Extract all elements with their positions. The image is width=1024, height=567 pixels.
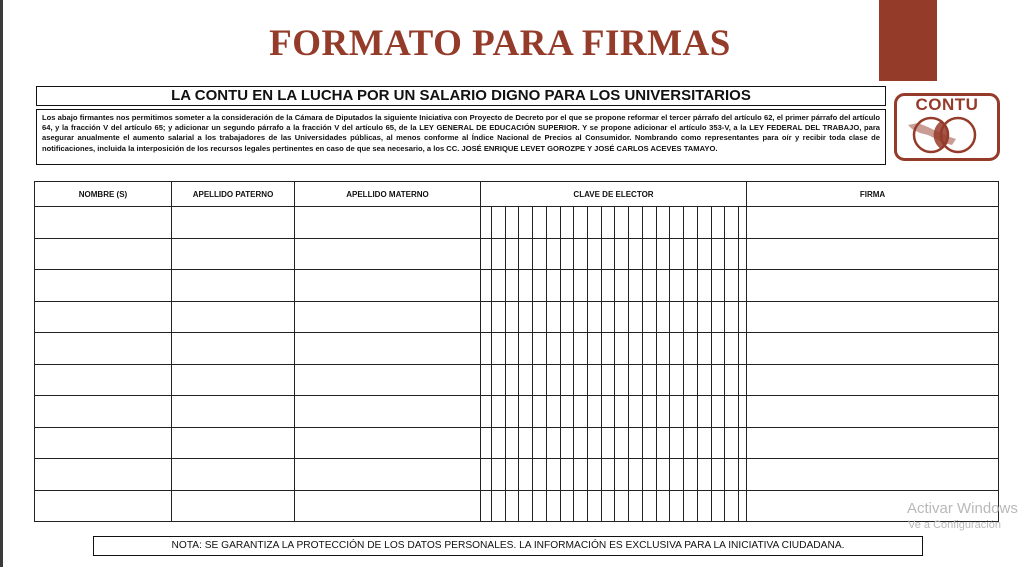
clave-digit-box[interactable]	[724, 302, 739, 333]
cell-nombre[interactable]	[35, 364, 172, 396]
cell-clave-de-elector[interactable]	[481, 270, 747, 302]
cell-apellido-paterno[interactable]	[172, 207, 295, 239]
clave-digit-box[interactable]	[573, 428, 587, 459]
privacy-note: NOTA: SE GARANTIZA LA PROTECCIÓN DE LOS DATOS PERSONALES. LA INFORMACIÓN ES EXCLUSIVA PARA LA INICIATIVA CIUDADANA.	[93, 536, 923, 556]
table-row	[35, 364, 999, 396]
clave-digit-box[interactable]	[656, 239, 670, 270]
clave-digit-box[interactable]	[532, 491, 546, 522]
clave-digit-box[interactable]	[587, 333, 601, 364]
clave-digit-box[interactable]	[532, 396, 546, 427]
clave-digit-box[interactable]	[573, 396, 587, 427]
clave-digit-box[interactable]	[724, 239, 739, 270]
cell-apellido-paterno[interactable]	[172, 301, 295, 333]
cell-nombre[interactable]	[35, 333, 172, 365]
cell-clave-de-elector[interactable]	[481, 490, 747, 522]
clave-digit-box[interactable]	[601, 302, 615, 333]
cell-apellido-paterno[interactable]	[172, 238, 295, 270]
clave-digit-box[interactable]	[697, 459, 711, 490]
clave-digit-box[interactable]	[724, 491, 739, 522]
clave-digit-box[interactable]	[614, 428, 628, 459]
clave-digit-box[interactable]	[614, 239, 628, 270]
clave-digit-box[interactable]	[518, 396, 532, 427]
cell-nombre[interactable]	[35, 427, 172, 459]
clave-digit-box[interactable]	[628, 333, 642, 364]
clave-digit-box[interactable]	[628, 302, 642, 333]
clave-digit-box[interactable]	[546, 207, 560, 238]
clave-digit-box[interactable]	[518, 207, 532, 238]
clave-digit-box[interactable]	[505, 491, 519, 522]
clave-digit-box[interactable]	[711, 491, 725, 522]
clave-digit-box[interactable]	[697, 396, 711, 427]
clave-digit-box[interactable]	[669, 270, 683, 301]
clave-digit-box[interactable]	[587, 302, 601, 333]
clave-digit-box[interactable]	[656, 396, 670, 427]
clave-digit-box[interactable]	[614, 207, 628, 238]
cell-apellido-materno[interactable]	[295, 301, 481, 333]
cell-apellido-materno[interactable]	[295, 396, 481, 428]
clave-digit-box[interactable]	[532, 302, 546, 333]
clave-digit-box[interactable]	[683, 428, 697, 459]
clave-digit-boxes	[491, 207, 739, 238]
clave-digit-box[interactable]	[711, 459, 725, 490]
cell-nombre[interactable]	[35, 301, 172, 333]
clave-digit-box[interactable]	[532, 239, 546, 270]
clave-digit-box[interactable]	[642, 396, 656, 427]
clave-digit-box[interactable]	[711, 302, 725, 333]
cell-apellido-paterno[interactable]	[172, 459, 295, 491]
clave-digit-box[interactable]	[669, 491, 683, 522]
cell-apellido-materno[interactable]	[295, 207, 481, 239]
clave-digit-box[interactable]	[518, 459, 532, 490]
clave-digit-box[interactable]	[573, 459, 587, 490]
clave-digit-box[interactable]	[518, 333, 532, 364]
clave-digit-box[interactable]	[628, 239, 642, 270]
cell-firma[interactable]	[747, 207, 999, 239]
clave-digit-box[interactable]	[601, 333, 615, 364]
clave-digit-box[interactable]	[587, 396, 601, 427]
clave-digit-box[interactable]	[532, 333, 546, 364]
clave-digit-box[interactable]	[669, 365, 683, 396]
cell-apellido-materno[interactable]	[295, 238, 481, 270]
clave-digit-box[interactable]	[683, 333, 697, 364]
clave-digit-box[interactable]	[711, 239, 725, 270]
cell-apellido-paterno[interactable]	[172, 427, 295, 459]
cell-nombre[interactable]	[35, 207, 172, 239]
clave-digit-box[interactable]	[505, 302, 519, 333]
clave-digit-box[interactable]	[697, 207, 711, 238]
clave-digit-box[interactable]	[601, 365, 615, 396]
cell-nombre[interactable]	[35, 490, 172, 522]
clave-digit-boxes	[491, 491, 739, 522]
clave-digit-box[interactable]	[601, 428, 615, 459]
clave-digit-box[interactable]	[669, 396, 683, 427]
clave-digit-box[interactable]	[711, 270, 725, 301]
cell-apellido-paterno[interactable]	[172, 364, 295, 396]
subtitle-banner: LA CONTU EN LA LUCHA POR UN SALARIO DIGNO PARA LOS UNIVERSITARIOS	[36, 86, 886, 106]
clave-digit-box[interactable]	[601, 491, 615, 522]
clave-digit-boxes	[491, 302, 739, 333]
clave-digit-box[interactable]	[532, 428, 546, 459]
clave-digit-box[interactable]	[491, 396, 505, 427]
cell-firma[interactable]	[747, 270, 999, 302]
clave-digit-boxes	[491, 459, 739, 490]
table-row	[35, 270, 999, 302]
page-title: FORMATO PARA FIRMAS	[269, 23, 731, 64]
clave-digit-box[interactable]	[724, 459, 739, 490]
clave-digit-boxes	[491, 365, 739, 396]
clave-digit-box[interactable]	[683, 302, 697, 333]
cell-firma[interactable]	[747, 238, 999, 270]
clave-digit-box[interactable]	[724, 396, 739, 427]
cell-firma[interactable]	[747, 301, 999, 333]
clave-digit-box[interactable]	[518, 491, 532, 522]
cell-apellido-paterno[interactable]	[172, 396, 295, 428]
cell-apellido-materno[interactable]	[295, 270, 481, 302]
clave-digit-box[interactable]	[656, 428, 670, 459]
clave-digit-box[interactable]	[669, 302, 683, 333]
contu-logo	[894, 93, 1000, 161]
clave-digit-box[interactable]	[669, 207, 683, 238]
clave-digit-box[interactable]	[656, 365, 670, 396]
clave-digit-box[interactable]	[711, 333, 725, 364]
clave-digit-box[interactable]	[683, 365, 697, 396]
clave-digit-box[interactable]	[628, 459, 642, 490]
clave-digit-box[interactable]	[601, 396, 615, 427]
header-clave-de-elector: CLAVE DE ELECTOR	[481, 182, 747, 207]
table-row	[35, 207, 999, 239]
clave-digit-box[interactable]	[642, 302, 656, 333]
clave-digit-box[interactable]	[546, 365, 560, 396]
table-row	[35, 490, 999, 522]
clave-digit-box[interactable]	[560, 428, 574, 459]
clave-digit-box[interactable]	[491, 270, 505, 301]
table-row	[35, 459, 999, 491]
clave-digit-box[interactable]	[642, 207, 656, 238]
clave-digit-box[interactable]	[683, 459, 697, 490]
table-row	[35, 427, 999, 459]
clave-digit-box[interactable]	[642, 428, 656, 459]
clave-digit-box[interactable]	[724, 365, 739, 396]
cell-apellido-paterno[interactable]	[172, 490, 295, 522]
header-firma: FIRMA	[747, 182, 999, 207]
clave-digit-box[interactable]	[573, 270, 587, 301]
clave-digit-box[interactable]	[505, 428, 519, 459]
clave-digit-box[interactable]	[491, 365, 505, 396]
clave-digit-box[interactable]	[573, 239, 587, 270]
clave-digit-box[interactable]	[505, 270, 519, 301]
clave-digit-box[interactable]	[491, 459, 505, 490]
clave-digit-box[interactable]	[560, 302, 574, 333]
cell-apellido-materno[interactable]	[295, 333, 481, 365]
table-row	[35, 396, 999, 428]
clave-digit-box[interactable]	[614, 302, 628, 333]
cell-clave-de-elector[interactable]	[481, 459, 747, 491]
clave-digit-box[interactable]	[697, 491, 711, 522]
clave-digit-box[interactable]	[560, 207, 574, 238]
clave-digit-box[interactable]	[587, 239, 601, 270]
clave-digit-box[interactable]	[491, 239, 505, 270]
clave-digit-box[interactable]	[614, 333, 628, 364]
clave-digit-box[interactable]	[669, 428, 683, 459]
header-apellido-paterno: APELLIDO PATERNO	[172, 182, 295, 207]
clave-digit-box[interactable]	[656, 459, 670, 490]
clave-digit-box[interactable]	[560, 491, 574, 522]
clave-digit-boxes	[491, 239, 739, 270]
clave-digit-box[interactable]	[505, 396, 519, 427]
table-row	[35, 238, 999, 270]
cell-clave-de-elector[interactable]	[481, 238, 747, 270]
clave-digit-box[interactable]	[642, 239, 656, 270]
cell-firma[interactable]	[747, 427, 999, 459]
cell-clave-de-elector[interactable]	[481, 427, 747, 459]
clave-digit-box[interactable]	[724, 428, 739, 459]
clave-digit-box[interactable]	[683, 396, 697, 427]
clave-digit-box[interactable]	[711, 428, 725, 459]
clave-digit-box[interactable]	[628, 365, 642, 396]
clave-digit-box[interactable]	[587, 207, 601, 238]
cell-clave-de-elector[interactable]	[481, 333, 747, 365]
clave-digit-box[interactable]	[587, 365, 601, 396]
cell-firma[interactable]	[747, 333, 999, 365]
cell-apellido-materno[interactable]	[295, 459, 481, 491]
clave-digit-box[interactable]	[697, 333, 711, 364]
clave-digit-box[interactable]	[628, 396, 642, 427]
clave-digit-box[interactable]	[560, 333, 574, 364]
clave-digit-box[interactable]	[573, 365, 587, 396]
cell-firma[interactable]	[747, 459, 999, 491]
clave-digit-boxes	[491, 270, 739, 301]
clave-digit-box[interactable]	[614, 365, 628, 396]
clave-digit-box[interactable]	[546, 428, 560, 459]
clave-digit-box[interactable]	[628, 491, 642, 522]
clave-digit-box[interactable]	[532, 459, 546, 490]
watermark-line-1: Activar Windows	[907, 500, 1018, 517]
cell-apellido-materno[interactable]	[295, 364, 481, 396]
clave-digit-box[interactable]	[532, 270, 546, 301]
clave-digit-box[interactable]	[669, 333, 683, 364]
clave-digit-box[interactable]	[656, 207, 670, 238]
cell-apellido-materno[interactable]	[295, 490, 481, 522]
table-body	[35, 207, 999, 522]
cell-apellido-materno[interactable]	[295, 427, 481, 459]
clave-digit-box[interactable]	[642, 459, 656, 490]
cell-firma[interactable]	[747, 364, 999, 396]
header-apellido-materno: APELLIDO MATERNO	[295, 182, 481, 207]
clave-digit-box[interactable]	[614, 491, 628, 522]
clave-digit-box[interactable]	[614, 270, 628, 301]
clave-digit-box[interactable]	[697, 270, 711, 301]
clave-digit-box[interactable]	[573, 333, 587, 364]
clave-digit-box[interactable]	[560, 365, 574, 396]
logo-wordmark: CONTU	[915, 95, 979, 114]
clave-digit-box[interactable]	[491, 428, 505, 459]
clave-digit-boxes	[491, 428, 739, 459]
clave-digit-box[interactable]	[697, 239, 711, 270]
clave-digit-box[interactable]	[656, 491, 670, 522]
activation-watermark	[907, 500, 1024, 532]
clave-digit-box[interactable]	[711, 396, 725, 427]
cell-nombre[interactable]	[35, 238, 172, 270]
clave-digit-box[interactable]	[546, 302, 560, 333]
clave-digit-box[interactable]	[505, 365, 519, 396]
clave-digit-box[interactable]	[573, 302, 587, 333]
clave-digit-box[interactable]	[697, 428, 711, 459]
clave-digit-box[interactable]	[669, 239, 683, 270]
cell-nombre[interactable]	[35, 459, 172, 491]
clave-digit-box[interactable]	[642, 333, 656, 364]
clave-digit-box[interactable]	[532, 207, 546, 238]
cell-clave-de-elector[interactable]	[481, 301, 747, 333]
clave-digit-boxes	[491, 333, 739, 364]
clave-digit-box[interactable]	[601, 207, 615, 238]
clave-digit-box[interactable]	[491, 207, 505, 238]
header-nombre: NOMBRE (S)	[35, 182, 172, 207]
clave-digit-box[interactable]	[491, 491, 505, 522]
clave-digit-box[interactable]	[683, 491, 697, 522]
signature-table	[34, 181, 999, 522]
clave-digit-box[interactable]	[505, 333, 519, 364]
clave-digit-box[interactable]	[546, 459, 560, 490]
cell-clave-de-elector[interactable]	[481, 207, 747, 239]
clave-digit-box[interactable]	[546, 270, 560, 301]
clave-digit-box[interactable]	[560, 270, 574, 301]
clave-digit-box[interactable]	[669, 459, 683, 490]
initiative-paragraph: Los abajo firmantes nos permitimos someter a la consideración de la Cámara de Diputados la siguiente Iniciativa con Proyecto de Decreto por el que se propone reformar el tercer párrafo del artículo 62, el primer párrafo del artículo 64, y la fracción V del artículo 65; y adicionar un segundo párrafo a la fracción V del artículo 65, de la LEY GENERAL DE EDUCACIÓN SUPERIOR. Y se propone adicionar el artículo 353-V, a la LEY FEDERAL DEL TRABAJO, para asegurar anualmente el aumento salarial a los trabajadores de las Universidades públicas, al menos conforme al Índice Nacional de Precios al Consumidor. Nombrando como representantes para oír y recibir toda clase de notificaciones, incluida la interposición de los recursos legales pertinentes en caso de que sea necesario, a los CC. JOSÉ ENRIQUE LEVET GOROZPE Y JOSÉ CARLOS ACEVES TAMAYO.	[36, 109, 886, 165]
clave-digit-box[interactable]	[560, 396, 574, 427]
clave-digit-box[interactable]	[587, 428, 601, 459]
clave-digit-box[interactable]	[546, 239, 560, 270]
clave-digit-box[interactable]	[628, 428, 642, 459]
clave-digit-box[interactable]	[505, 207, 519, 238]
table-header-row	[35, 182, 999, 207]
clave-digit-box[interactable]	[491, 302, 505, 333]
clave-digit-box[interactable]	[614, 459, 628, 490]
clave-digit-box[interactable]	[642, 491, 656, 522]
clave-digit-box[interactable]	[546, 491, 560, 522]
clave-digit-box[interactable]	[656, 270, 670, 301]
clave-digit-box[interactable]	[573, 491, 587, 522]
cell-firma[interactable]	[747, 396, 999, 428]
clave-digit-box[interactable]	[601, 270, 615, 301]
clave-digit-box[interactable]	[724, 270, 739, 301]
clave-digit-box[interactable]	[683, 207, 697, 238]
clave-digit-box[interactable]	[587, 491, 601, 522]
clave-digit-box[interactable]	[518, 302, 532, 333]
clave-digit-box[interactable]	[601, 239, 615, 270]
clave-digit-box[interactable]	[518, 428, 532, 459]
cell-nombre[interactable]	[35, 396, 172, 428]
cell-clave-de-elector[interactable]	[481, 396, 747, 428]
clave-digit-box[interactable]	[711, 365, 725, 396]
clave-digit-box[interactable]	[560, 239, 574, 270]
cell-clave-de-elector[interactable]	[481, 364, 747, 396]
clave-digit-box[interactable]	[505, 239, 519, 270]
clave-digit-box[interactable]	[546, 333, 560, 364]
clave-digit-boxes	[491, 396, 739, 427]
clave-digit-box[interactable]	[546, 396, 560, 427]
clave-digit-box[interactable]	[518, 270, 532, 301]
clave-digit-box[interactable]	[587, 270, 601, 301]
clave-digit-box[interactable]	[587, 459, 601, 490]
clave-digit-box[interactable]	[628, 270, 642, 301]
clave-digit-box[interactable]	[518, 239, 532, 270]
clave-digit-box[interactable]	[628, 207, 642, 238]
clave-digit-box[interactable]	[642, 270, 656, 301]
clave-digit-box[interactable]	[656, 302, 670, 333]
clave-digit-box[interactable]	[573, 207, 587, 238]
clave-digit-box[interactable]	[724, 207, 739, 238]
clave-digit-box[interactable]	[532, 365, 546, 396]
table-row	[35, 301, 999, 333]
clave-digit-box[interactable]	[491, 333, 505, 364]
clave-digit-box[interactable]	[614, 396, 628, 427]
clave-digit-box[interactable]	[601, 459, 615, 490]
cell-apellido-paterno[interactable]	[172, 333, 295, 365]
table-row	[35, 333, 999, 365]
clave-digit-box[interactable]	[724, 333, 739, 364]
cell-apellido-paterno[interactable]	[172, 270, 295, 302]
clave-digit-box[interactable]	[518, 365, 532, 396]
clave-digit-box[interactable]	[656, 333, 670, 364]
clave-digit-box[interactable]	[642, 365, 656, 396]
clave-digit-box[interactable]	[560, 459, 574, 490]
cell-nombre[interactable]	[35, 270, 172, 302]
window-left-edge	[0, 0, 3, 567]
watermark-line-2: Ve a Configuración	[908, 519, 1001, 531]
clave-digit-box[interactable]	[683, 270, 697, 301]
clave-digit-box[interactable]	[505, 459, 519, 490]
clave-digit-box[interactable]	[711, 207, 725, 238]
clave-digit-box[interactable]	[697, 365, 711, 396]
clave-digit-box[interactable]	[683, 239, 697, 270]
clave-digit-box[interactable]	[697, 302, 711, 333]
